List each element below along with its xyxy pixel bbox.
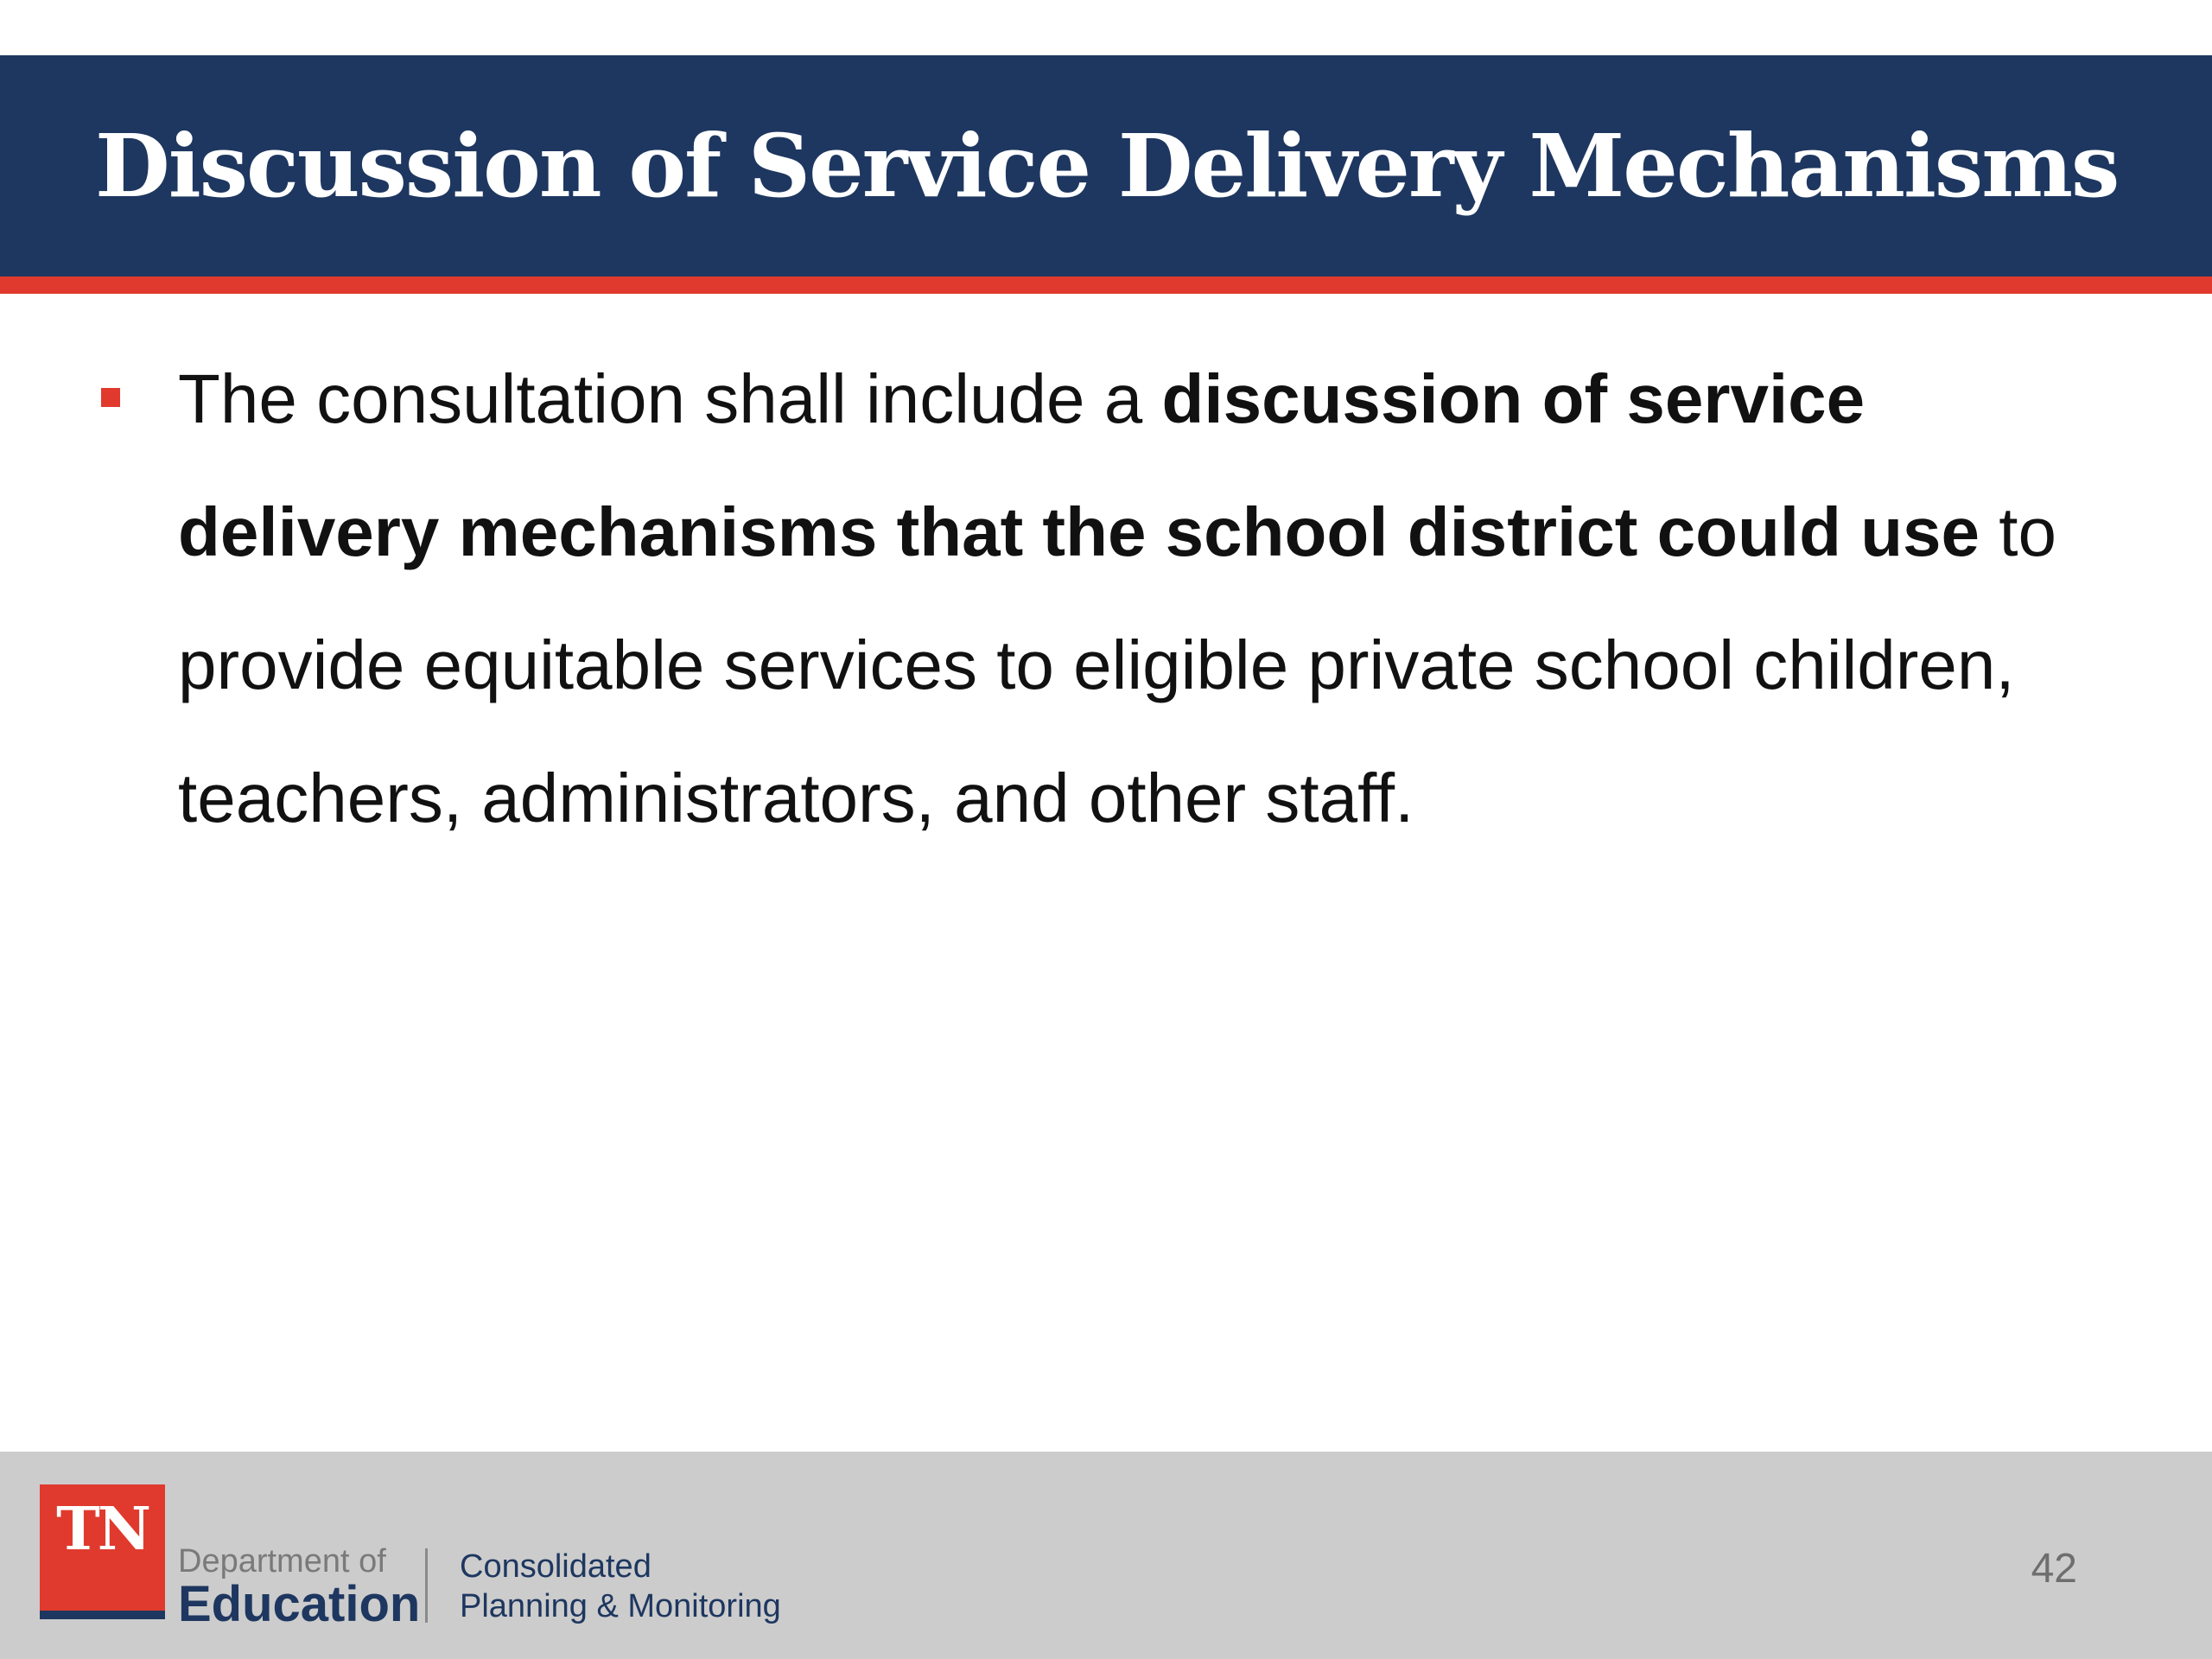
program-line-2: Planning & Monitoring — [460, 1588, 781, 1624]
slide-content — [95, 333, 2108, 865]
tn-logo-text: TN — [56, 1495, 149, 1564]
title-accent-rule — [0, 276, 2212, 294]
bullet-text-before: The consultation shall include a — [178, 360, 1162, 437]
department-name: Education — [178, 1576, 421, 1632]
bullet-text-after: to provide equitable services to eligible private school children, teachers, administrators, and other staff. — [178, 493, 2056, 836]
bullet-square-icon — [101, 388, 120, 407]
program-line-1: Consolidated — [460, 1548, 652, 1585]
slide-title: Discussion of Service Delivery Mechanisms — [95, 115, 2119, 217]
footer — [0, 1452, 2212, 1659]
title-bar — [0, 55, 2212, 276]
department-label: Department of — [178, 1543, 386, 1580]
bullet-text-bold: discussion of service delivery mechanisms that the school district could use — [178, 360, 1980, 570]
footer-divider — [425, 1548, 428, 1623]
bullet-item — [95, 333, 2108, 865]
tn-logo-icon — [40, 1484, 165, 1619]
page-number: 42 — [2031, 1546, 2077, 1592]
